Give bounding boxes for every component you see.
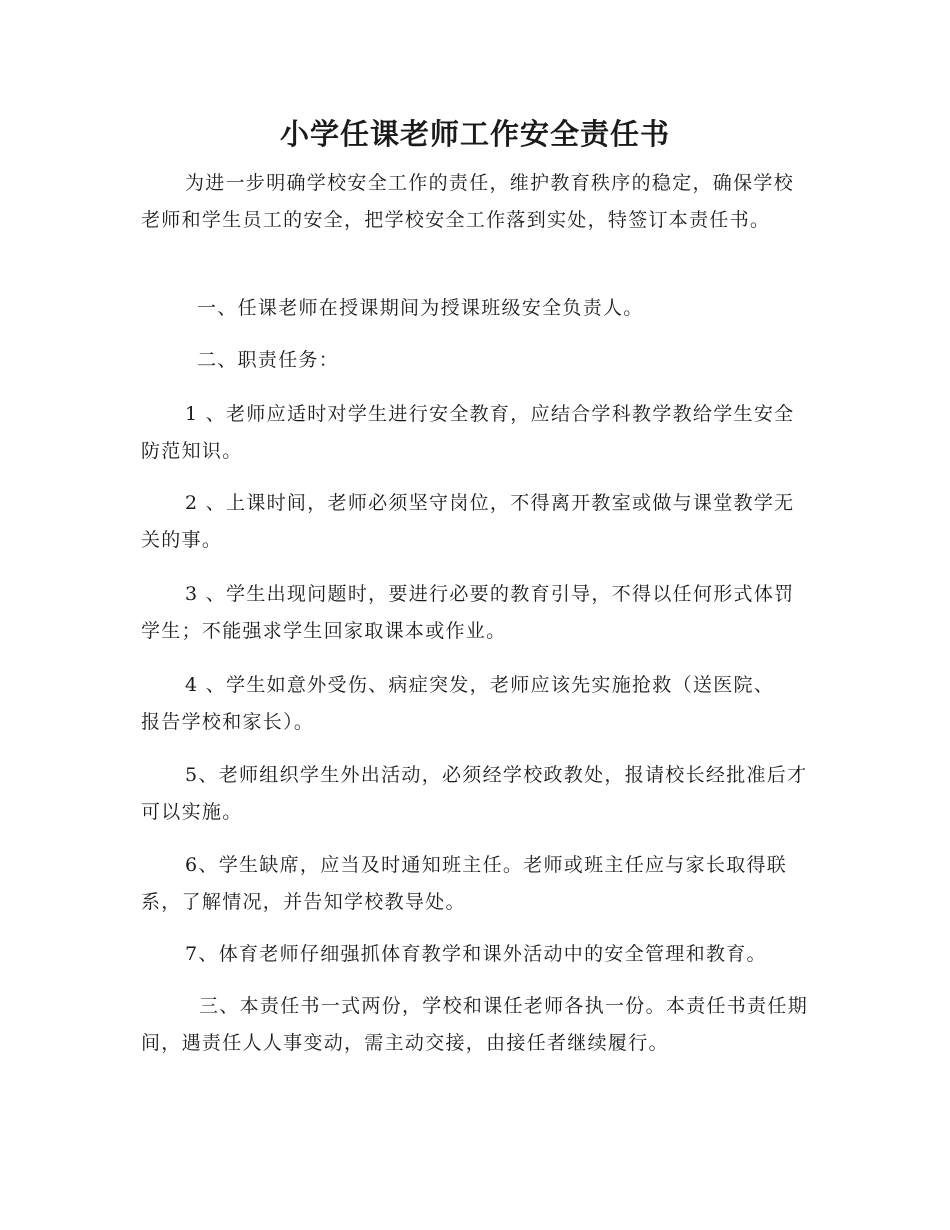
intro-paragraph: 为进一步明确学校安全工作的责任，维护教育秩序的稳定，确保学校老师和学生员工的安全，把学校安全工作落到实处，特签订本责任书。 [141,172,795,231]
duty-item-2: 2 、上课时间，老师必须坚守岗位，不得离开教室或做与课堂教学无关的事。 [141,492,795,551]
clause-one: 一、任课老师在授课期间为授课班级安全负责人。 [197,297,644,319]
clause-two-heading: 二、职责任务： [197,349,340,371]
duty-item-7: 7、体育老师仔细强抓体育教学和课外活动中的安全管理和教育。 [185,943,767,965]
duty-item-1: 1 、老师应适时对学生进行安全教育，应结合学科教学教给学生安全防范知识。 [141,403,795,462]
document-title: 小学任课老师工作安全责任书 [279,117,670,151]
clause-three: 三、本责任书一式两份，学校和课任老师各执一份。本责任书责任期间，遇责任人人事变动，需主动交接，由接任者继续履行。 [141,995,809,1054]
duty-item-3: 3 、学生出现问题时，要进行必要的教育引导，不得以任何形式体罚学生；不能强求学生回家取课本或作业。 [141,583,795,642]
duty-item-6: 6、学生缺席，应当及时通知班主任。老师或班主任应与家长取得联系，了解情况，并告知学校教导处。 [141,854,788,913]
duty-item-4: 4 、学生如意外受伤、病症突发，老师应该先实施抢救（送医院、报告学校和家长）。 [141,674,775,733]
duty-item-5: 5、老师组织学生外出活动，必须经学校政教处，报请校长经批准后才可以实施。 [141,764,808,823]
